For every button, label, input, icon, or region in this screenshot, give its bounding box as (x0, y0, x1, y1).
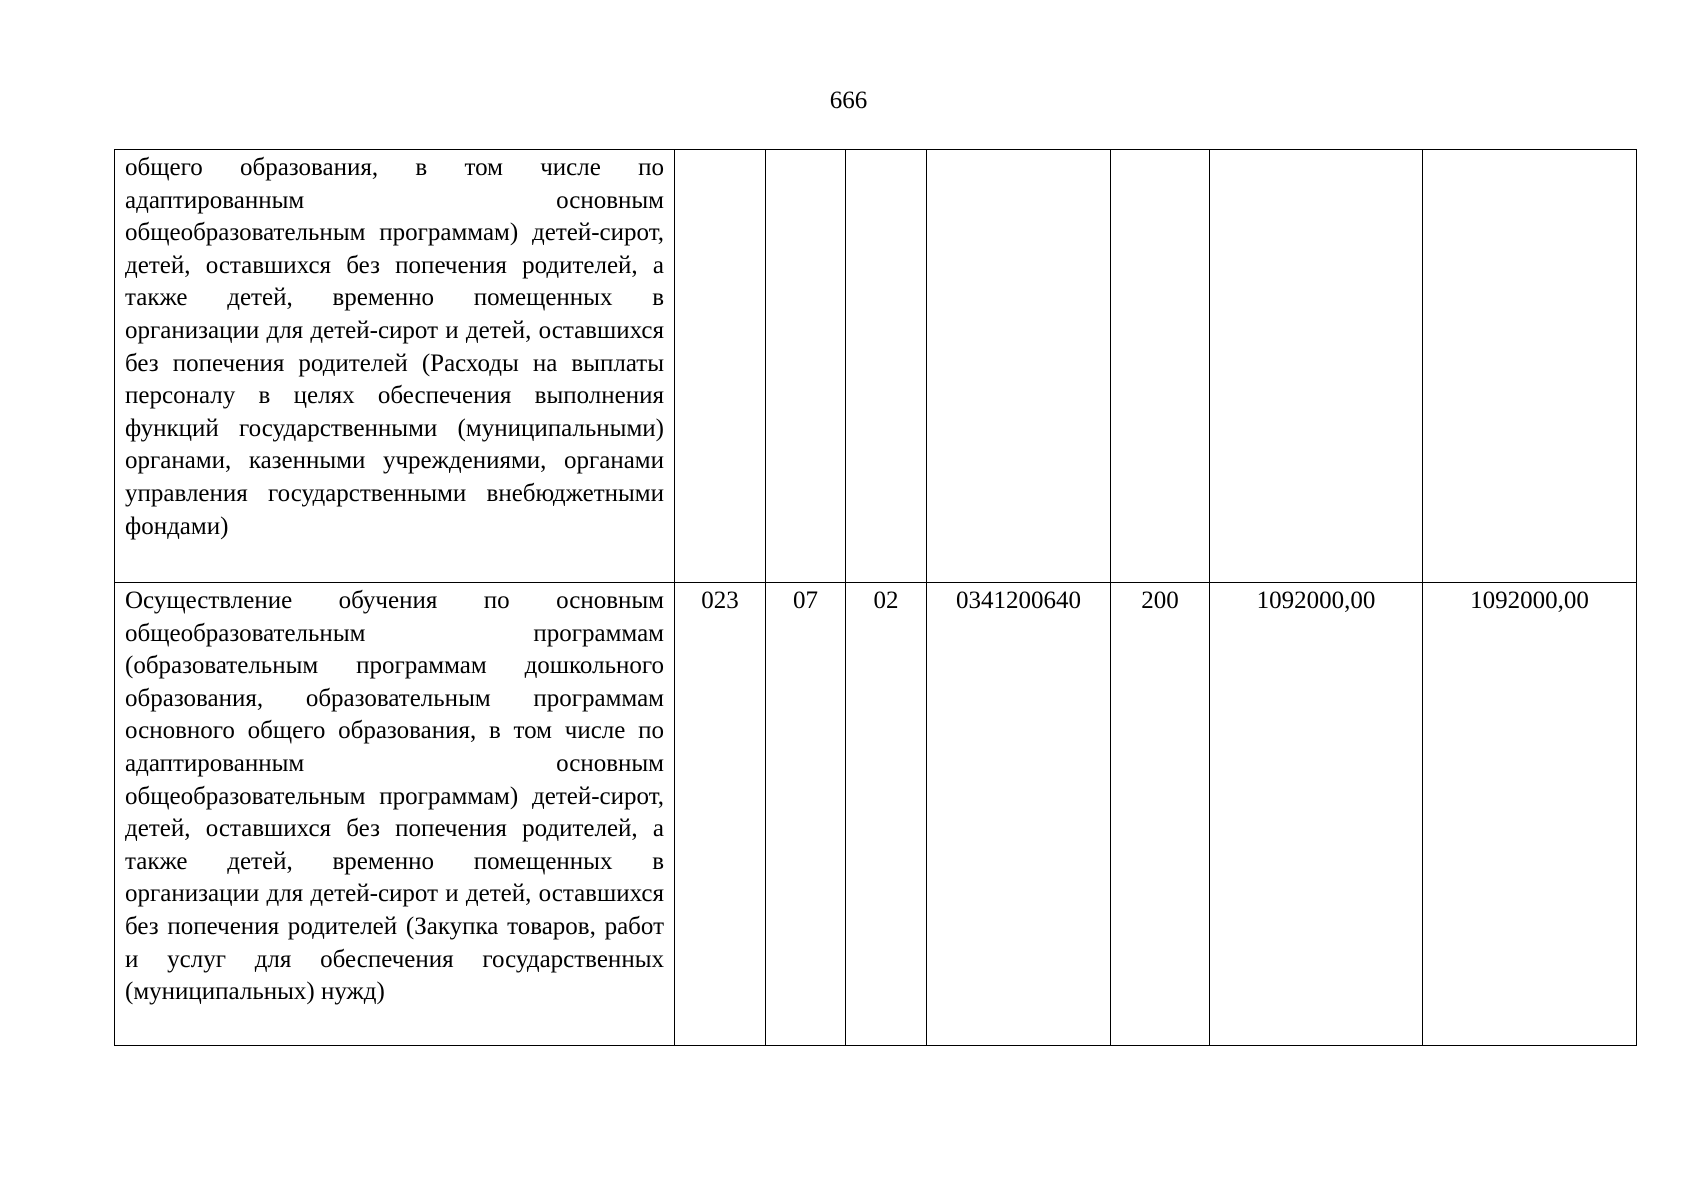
expense-type-code: 200 (1111, 583, 1210, 1046)
target-article-code: 0341200640 (927, 583, 1111, 1046)
admin-code (675, 150, 766, 583)
target-article-code (927, 150, 1111, 583)
amount-first (1210, 150, 1423, 583)
budget-table (114, 149, 1637, 1046)
amount-second: 1092000,00 (1423, 583, 1637, 1046)
section-code (766, 150, 846, 583)
subsection-code (846, 150, 927, 583)
expense-type-code (1111, 150, 1210, 583)
table-row (115, 583, 1637, 1046)
row-description: Осуществление обучения по основным общеобразовательным программам (образовательным программам дошкольного образования, образовательным программам основного общего образования, в том числе по адаптированным основным общеобразовательным программам) детей-сирот, детей, оставшихся без попечения родителей, а также детей, временно помещенных в организации для детей-сирот и детей, оставшихся без попечения родителей (Закупка товаров, работ и услуг для обеспечения государственных (муниципальных) нужд) (115, 583, 675, 1046)
admin-code: 023 (675, 583, 766, 1046)
subsection-code: 02 (846, 583, 927, 1046)
row-description: общего образования, в том числе по адаптированным основным общеобразовательным программам) детей-сирот, детей, оставшихся без попечения родителей, а также детей, временно помещенных в организации для детей-сирот и детей, оставшихся без попечения родителей (Расходы на выплаты персоналу в целях обеспечения выполнения функций государственными (муниципальными) органами, казенными учреждениями, органами управления государственными внебюджетными фондами) (115, 150, 675, 583)
amount-first: 1092000,00 (1210, 583, 1423, 1046)
table-row (115, 150, 1637, 583)
amount-second (1423, 150, 1637, 583)
page-number: 666 (829, 87, 868, 114)
section-code: 07 (766, 583, 846, 1046)
